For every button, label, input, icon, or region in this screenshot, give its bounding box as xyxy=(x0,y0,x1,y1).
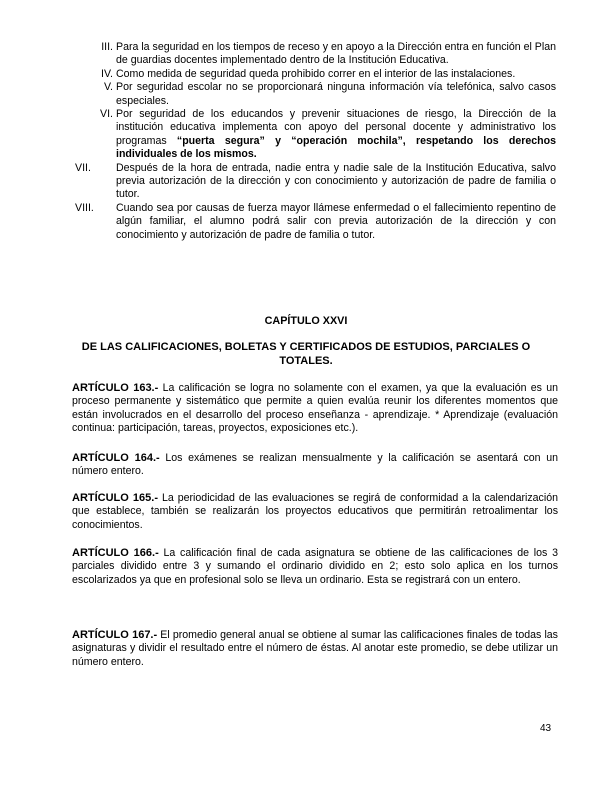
list-number: VIII. xyxy=(75,201,94,214)
page-number: 43 xyxy=(540,723,552,734)
list-item xyxy=(98,41,556,68)
chapter-title: CAPÍTULO XXVI xyxy=(264,315,348,327)
article-paragraph xyxy=(72,452,558,479)
article-text: La periodicidad de las evaluaciones se regirá de conformidad a la calendarización que establece, también se realizarán los proyectos educativos que permitirán retroalimentar los conocimientos. xyxy=(72,492,558,531)
list-number: VI. xyxy=(100,108,113,121)
article-text: El promedio general anual se obtiene al sumar las calificaciones finales de todas las asignaturas y dividir el resultado entre el número de éstas. Al anotar este promedio, se debe utilizar un número entero. xyxy=(72,629,558,668)
article-text: La calificación final de cada asignatura se obtiene de las calificaciones de los 3 parciales dividido entre 3 y sumando el ordinario dividido en 2; esto solo aplica en los turnos escolarizados ya que en profesional solo se lleva un ordinario. Esta se registrará con un entero. xyxy=(72,547,558,586)
list-text: Para la seguridad en los tiempos de receso y en apoyo a la Dirección entra en función el Plan de guardias docentes implementado dentro de la Institución Educativa. xyxy=(116,41,556,67)
list-item xyxy=(75,162,556,202)
list-text-bold: “puerta segura” y “operación mochila”, respetando los derechos individuales de los mismos. xyxy=(116,134,556,161)
list-text xyxy=(116,108,556,162)
list-number: VII. xyxy=(75,161,91,174)
list-text: Después de la hora de entrada, nadie entra y nadie sale de la Institución Educativa, salvo previa autorización de la dirección y con conocimiento y autorización de padre de familia o tutor. xyxy=(116,161,556,201)
numbered-list xyxy=(75,41,556,242)
list-text-regular: Por seguridad de los educandos y prevenir situaciones de riesgo, la Dirección de la institución educativa implementa con apoyo del personal docente y administrativo los programas xyxy=(116,108,556,147)
list-number: IV. xyxy=(101,67,113,80)
list-item xyxy=(75,202,556,242)
list-item xyxy=(98,108,556,162)
list-item xyxy=(98,81,556,108)
article-paragraph xyxy=(72,492,558,532)
list-text: Como medida de seguridad queda prohibido correr en el interior de las instalaciones. xyxy=(116,67,516,80)
list-number: III. xyxy=(101,41,113,53)
article-paragraph xyxy=(72,629,558,669)
chapter-subtitle: DE LAS CALIFICACIONES, BOLETAS Y CERTIFICADOS DE ESTUDIOS, PARCIALES O TOTALES. xyxy=(81,341,531,367)
article-paragraph xyxy=(72,382,558,436)
article-paragraph xyxy=(72,547,558,587)
list-item xyxy=(98,68,556,81)
list-number: V. xyxy=(103,81,113,94)
list-text: Por seguridad escolar no se proporcionará ninguna información vía telefónica, salvo casos especiales. xyxy=(116,81,556,107)
article-label: ARTÍCULO 163.- xyxy=(72,382,159,394)
article-label: ARTÍCULO 164.- xyxy=(72,452,160,464)
article-text: La calificación se logra no solamente con el examen, ya que la evaluación es un proceso permanente y sistemático que permite a quien evalúa reunir los diferentes momentos que están involucrados en el desarrollo del proceso enseñanza - aprendizaje. * Aprendizaje (evaluación continua: participación, tareas, proyectos, exposiciones etc.). xyxy=(72,382,558,435)
article-label: ARTÍCULO 166.- xyxy=(72,547,159,559)
list-text: Cuando sea por causas de fuerza mayor llámese enfermedad o el fallecimiento repentino de algún familiar, el alumno podrá salir con previa autorización de la dirección y con conocimiento y autorización de padre de familia o tutor. xyxy=(116,201,556,241)
article-text: Los exámenes se realizan mensualmente y la calificación se asentará con un número entero. xyxy=(72,452,558,478)
article-label: ARTÍCULO 167.- xyxy=(72,629,158,641)
article-label: ARTÍCULO 165.- xyxy=(72,492,158,504)
